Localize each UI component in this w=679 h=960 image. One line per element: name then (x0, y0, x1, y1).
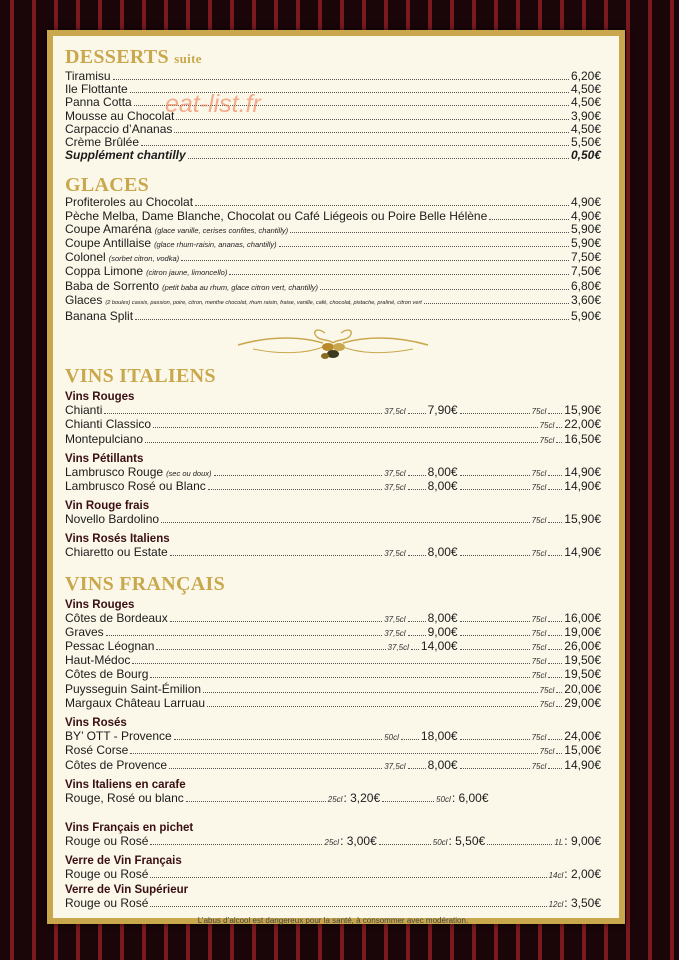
list-item: Lambrusco Rosé ou Blanc 37,5cl 8,00€ 75cl 14,90€ (65, 479, 601, 494)
list-item: Montepulciano 75cl 16,50€ (65, 431, 601, 446)
list-item: Mousse au Chocolat 3,90€ (65, 108, 601, 123)
list-item: Glaces (2 boules) cassis, passion, poire, citron, menthe chocolat, rhum raisin, fraise, vanille, café, chocolat, pistache, praliné, citron vert 3,60€ (65, 292, 601, 307)
watermark: eat-list.fr (165, 90, 261, 118)
list-item: Rouge ou Rosé 12cl : 3,50€ (65, 896, 601, 911)
list-item: Pessac Léognan 37,5cl 14,00€ 75cl 26,00€ (65, 639, 601, 654)
list-item: Haut-Médoc 75cl 19,50€ (65, 653, 601, 668)
list-item: Graves 37,5cl 9,00€ 75cl 19,00€ (65, 624, 601, 639)
category-label: Verre de Vin Français (65, 855, 182, 868)
category-label: Vins Rosés (65, 717, 127, 730)
list-item: Rouge ou Rosé 25cl : 3,00€ 50cl : 5,50€ 1L : 9,00€ (65, 833, 601, 848)
category-label: Vin Rouge frais (65, 500, 150, 513)
list-item: Rosé Corse 75cl 15,00€ (65, 743, 601, 758)
desserts-list (65, 70, 601, 162)
list-item: Panna Cotta 4,50€ (65, 95, 601, 110)
list-item: Tiramisu 6,20€ (65, 69, 601, 83)
list-item: Coupe Antillaise (glace rhum-raisin, ananas, chantilly) 5,90€ (65, 236, 601, 251)
category-label: Verre de Vin Supérieur (65, 884, 189, 897)
category-label: Vins Pétillants (65, 452, 144, 465)
list-item: Puysseguin Saint-Émilion 75cl 20,00€ (65, 681, 601, 696)
list-item: Crème Brûlée 5,50€ (65, 135, 601, 150)
section-title-vins-italiens: VINS ITALIENS (65, 365, 216, 388)
list-item: Ile Flottante 4,50€ (65, 82, 601, 97)
list-item: Rouge ou Rosé 14cl : 2,00€ (65, 867, 601, 882)
menu-content (65, 46, 601, 925)
category-label: Vins Italiens en carafe (65, 778, 186, 791)
list-item: Chiaretto ou Estate 37,5cl 8,00€ 75cl 14,90€ (65, 545, 601, 560)
list-item: Baba de Sorrento (petit baba au rhum, glace citron vert, chantilly) 6,80€ (65, 278, 601, 293)
list-item: Côtes de Bourg 75cl 19,50€ (65, 667, 601, 682)
list-item: Banana Split 5,90€ (65, 309, 601, 324)
list-item: Rouge, Rosé ou blanc 25cl : 3,20€ 50cl : 6,00€ (65, 790, 489, 805)
list-item: Lambrusco Rouge (sec ou doux) 37,5cl 8,00€ 75cl 14,90€ (65, 464, 601, 479)
section-title-glaces: GLACES (65, 174, 150, 197)
list-item: Côtes de Provence 37,5cl 8,00€ 75cl 14,90€ (65, 757, 601, 772)
list-item: Margaux Château Larruau 75cl 29,00€ (65, 695, 601, 710)
category-label: Vins Rouges (65, 598, 135, 611)
list-item: Pèche Melba, Dame Blanche, Chocolat ou Café Liégeois ou Poire Belle Hélène 4,90€ (65, 208, 601, 223)
list-item: Côtes de Bordeaux 37,5cl 8,00€ 75cl 16,00€ (65, 610, 601, 625)
section-title-vins-francais: VINS FRANÇAIS (65, 572, 226, 595)
vins-italiens-list (65, 391, 601, 560)
category-label: Vins Français en pichet (65, 821, 194, 834)
list-item: Coupe Amaréna (glace vanille, cerises confites, chantilly) 5,90€ (65, 221, 601, 236)
category-label: Vins Rouges (65, 391, 135, 404)
legal-notice: L’abus d’alcool est dangereux pour la santé, à consommer avec modération. (197, 915, 469, 925)
list-item: Colonel (sorbet citron, vodka) 7,50€ (65, 250, 601, 265)
ornament-icon (233, 325, 433, 365)
list-item: BY’ OTT - Provence 50cl 18,00€ 75cl 24,00€ (65, 729, 601, 744)
vins-francais-list (65, 599, 601, 912)
supplement-item: Supplément chantilly 0,50€ (65, 148, 601, 163)
list-item: Chianti 37,5cl 7,90€ 75cl 15,90€ (65, 403, 601, 418)
list-item: Profiteroles au Chocolat 4,90€ (65, 195, 601, 210)
category-label: Vins Rosés Italiens (65, 533, 170, 546)
glaces-list (65, 196, 601, 323)
list-item: Carpaccio d’Ananas 4,50€ (65, 121, 601, 136)
list-item: Novello Bardolino 75cl 15,90€ (65, 512, 601, 527)
list-item: Chianti Classico 75cl 22,00€ (65, 417, 601, 432)
menu-page (53, 36, 619, 925)
list-item: Coppa Limone (citron jaune, limoncello) 7,50€ (65, 264, 601, 279)
section-title-desserts: DESSERTS suite (65, 46, 202, 68)
